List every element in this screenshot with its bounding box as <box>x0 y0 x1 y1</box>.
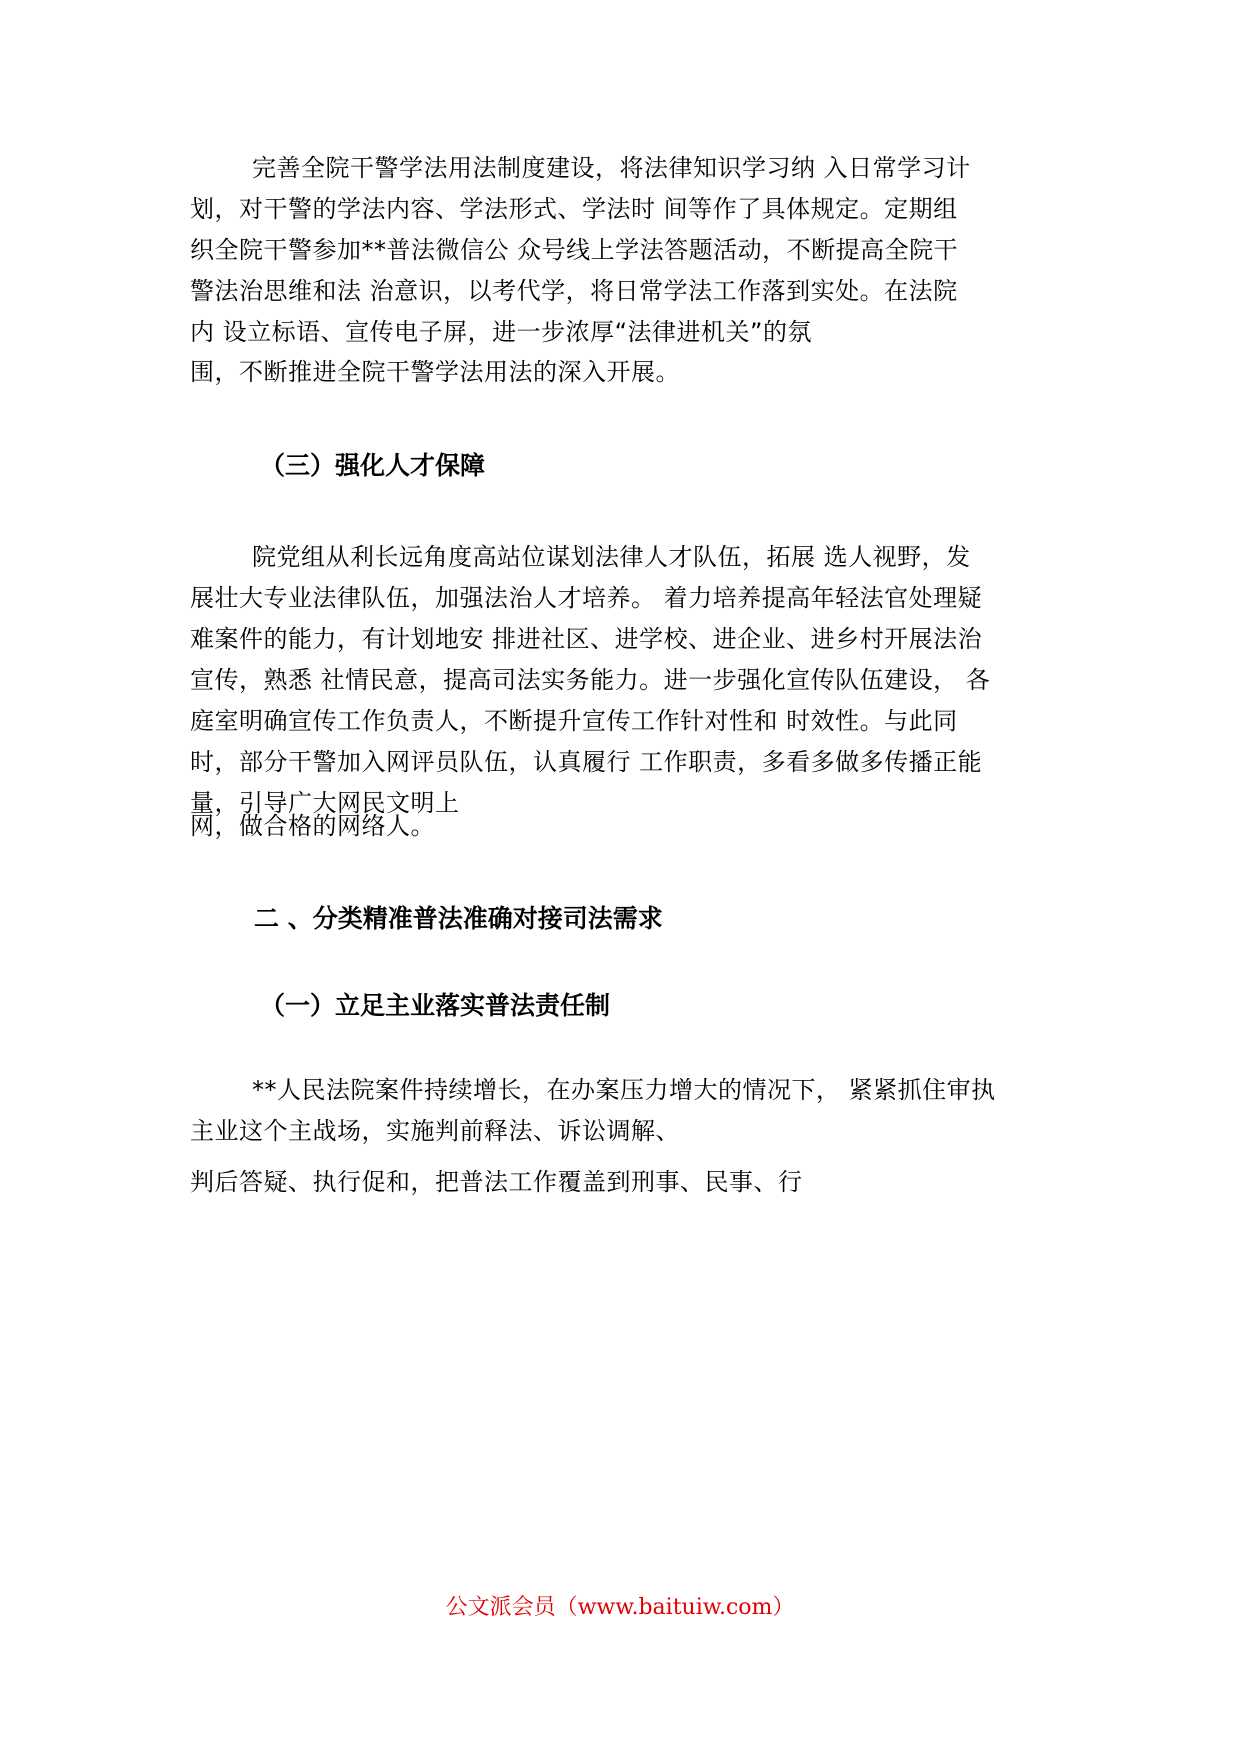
text-line: 围，不断推进全院干警学法用法的深入开展。 <box>190 358 680 386</box>
paragraph-legal-study-tail <box>190 352 1090 393</box>
text-line: **人民法院案件持续增长，在办案压力增大的情况下， 紧紧抓住审执 <box>252 1076 996 1104</box>
text-line: 量，引导广大网民文明上 <box>190 789 460 817</box>
text-line: 划，对干警的学法内容、学法形式、学法时 间等作了具体规定。定期组 <box>190 195 958 223</box>
section-heading-talent <box>190 445 1090 486</box>
footer-url: （www.baituiw.com） <box>555 1595 795 1620</box>
paragraph-legal-study <box>190 148 1090 353</box>
footer-brand: 公文派会员 <box>445 1595 556 1620</box>
text-line: 难案件的能力，有计划地安 排进社区、进学校、进企业、进乡村开展法治 <box>190 625 983 653</box>
text-line: 展壮大专业法律队伍，加强法治人才培养。 着力培养提高年轻法官处理疑 <box>190 584 983 612</box>
text-line: 宣传，熟悉 社情民意，提高司法实务能力。进一步强化宣传队伍建设， 各 <box>190 666 991 694</box>
text-line: 时，部分干警加入网评员队伍，认真履行 工作职责，多看多做多传播正能 <box>190 748 983 776</box>
text-line: 内 设立标语、宣传电子屏，进一步浓厚“法律进机关”的氛 <box>190 318 812 346</box>
paragraph-responsibility-tail <box>190 1162 1090 1203</box>
heading-text: 二 、分类精准普法准确对接司法需求 <box>254 904 663 933</box>
text-line: 完善全院干警学法用法制度建设，将法律知识学习纳 入日常学习计 <box>252 154 971 182</box>
text-line: 警法治思维和法 治意识，以考代学，将日常学法工作落到实处。在法院 <box>190 277 958 305</box>
paragraph-talent-tail <box>190 806 1090 847</box>
footer-watermark <box>0 1590 1240 1621</box>
heading-text: （一）立足主业落实普法责任制 <box>260 991 611 1020</box>
text-line: 织全院干警参加**普法微信公 众号线上学法答题活动，不断提高全院干 <box>190 236 959 264</box>
text-line: 判后答疑、执行促和，把普法工作覆盖到刑事、民事、行 <box>190 1168 803 1196</box>
section-heading-main <box>190 898 1090 939</box>
text-line: 院党组从利长远角度高站位谋划法律人才队伍，拓展 选人视野，发 <box>252 543 971 571</box>
section-heading-responsibility <box>190 985 1090 1026</box>
heading-text: （三）强化人才保障 <box>260 451 486 480</box>
text-line: 主业这个主战场，实施判前释法、诉讼调解、 <box>190 1117 680 1145</box>
paragraph-responsibility <box>190 1070 1090 1152</box>
text-line: 网，做合格的网络人。 <box>190 812 435 840</box>
paragraph-talent <box>190 537 1090 824</box>
text-line: 庭室明确宣传工作负责人，不断提升宣传工作针对性和 时效性。与此同 <box>190 707 958 735</box>
